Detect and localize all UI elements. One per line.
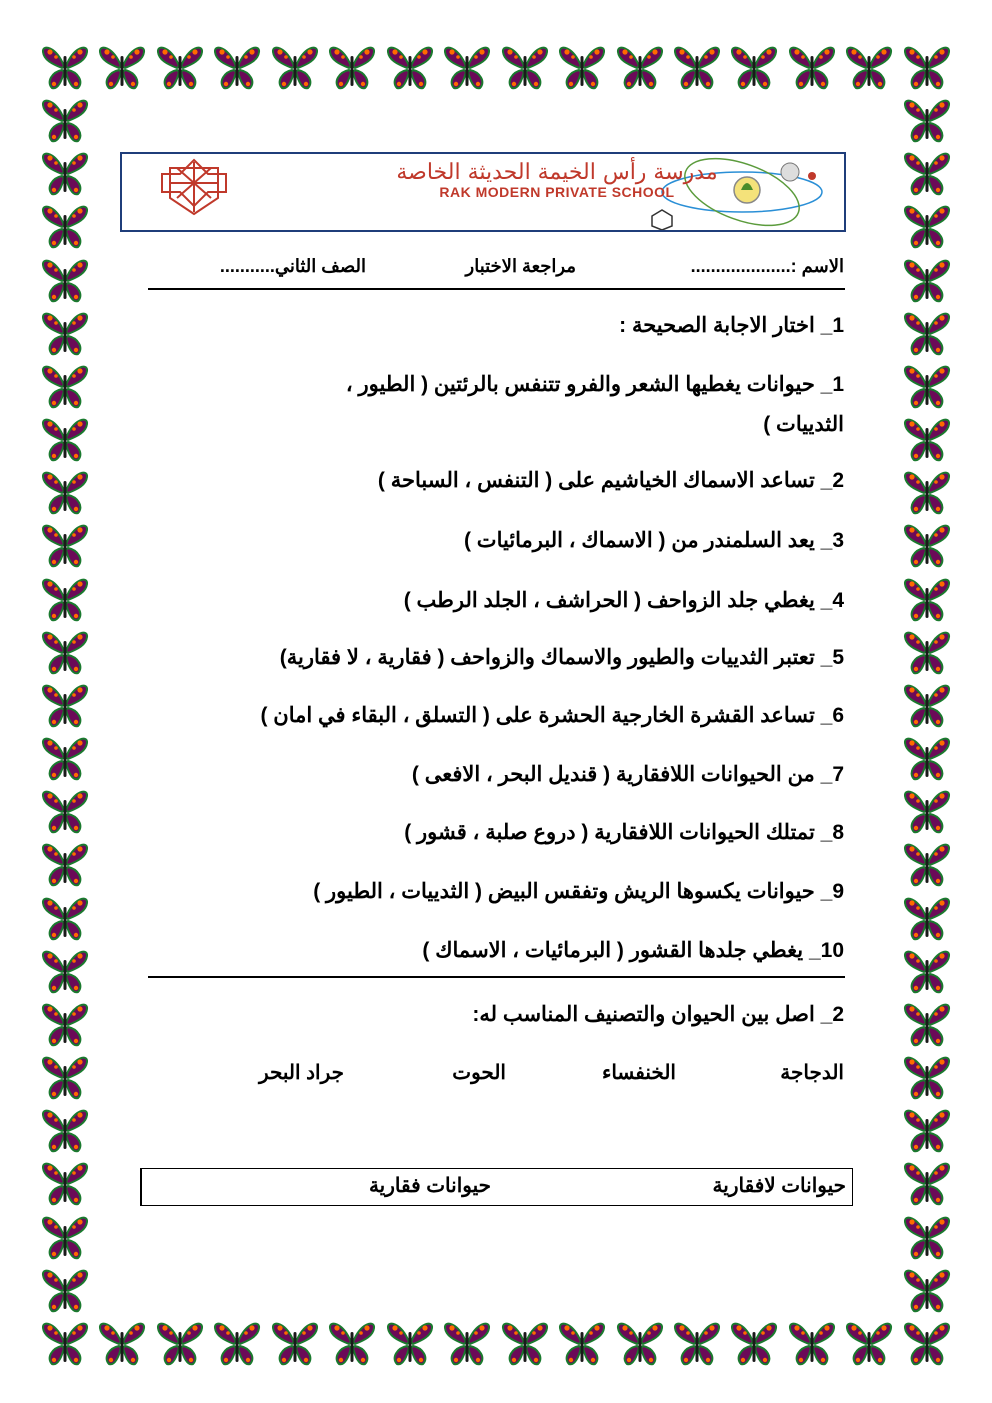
question-8: 8_ تمتلك الحيوانات اللافقارية ( دروع صلبة ، قشور ) [404, 821, 844, 844]
school-logo-banner [120, 152, 846, 232]
butterfly-icon [902, 574, 952, 624]
question-7: 7_ من الحيوانات اللافقارية ( قنديل البحر ، الافعى ) [411, 763, 844, 786]
table-header-vertebrates: حيوانات فقارية [141, 1169, 497, 1205]
question-9: 9_ حيوانات يكسوها الريش وتفقس البيض ( الثدييات ، الطيور ) [313, 880, 844, 903]
butterfly-icon [40, 1212, 90, 1262]
butterfly-icon [327, 1318, 377, 1368]
butterfly-icon [902, 467, 952, 517]
butterfly-icon [442, 1318, 492, 1368]
butterfly-icon [902, 946, 952, 996]
question-3: 3_ يعد السلمندر من ( الاسماك ، البرمائيات ) [463, 529, 844, 552]
butterfly-icon [40, 308, 90, 358]
butterfly-icon [729, 42, 779, 92]
butterfly-icon [97, 42, 147, 92]
butterfly-icon [902, 95, 952, 145]
divider [148, 976, 845, 978]
butterfly-icon [40, 893, 90, 943]
butterfly-icon [902, 1052, 952, 1102]
butterfly-icon [40, 999, 90, 1049]
border-top [40, 42, 952, 92]
butterfly-icon [40, 255, 90, 305]
butterfly-icon [902, 1265, 952, 1315]
butterfly-icon [902, 680, 952, 730]
question-5: 5_ تعتبر الثدييات والطيور والاسماك والزواحف ( فقارية ، لا فقارية) [279, 646, 844, 669]
butterfly-icon [902, 42, 952, 92]
table-header-invertebrates: حيوانات لافقارية [712, 1175, 846, 1197]
butterfly-icon [385, 1318, 435, 1368]
classification-table [140, 1168, 853, 1206]
butterfly-icon [40, 1052, 90, 1102]
butterfly-icon [40, 1265, 90, 1315]
butterfly-icon [40, 680, 90, 730]
butterfly-icon [787, 1318, 837, 1368]
animal-item: الخنفساء [601, 1062, 676, 1084]
butterfly-icon [902, 201, 952, 251]
butterfly-icon [902, 893, 952, 943]
question-1-line2: الثدييات ) [763, 413, 844, 436]
school-name-english: RAK MODERN PRIVATE SCHOOL [439, 184, 675, 200]
butterfly-icon [40, 733, 90, 783]
butterfly-icon [327, 42, 377, 92]
butterfly-icon [40, 361, 90, 411]
animal-item: الدجاجة [780, 1062, 844, 1084]
butterfly-icon [902, 627, 952, 677]
butterfly-icon [902, 786, 952, 836]
star-emblem-icon [162, 160, 226, 214]
butterfly-icon [902, 1318, 952, 1368]
butterfly-icon [902, 255, 952, 305]
border-right [902, 95, 952, 1315]
school-name-arabic: مدرسة رأس الخيمة الحديثة الخاصة [396, 160, 718, 185]
butterfly-icon [902, 1105, 952, 1155]
butterfly-icon [902, 733, 952, 783]
page-title: مراجعة الاختبار [465, 256, 576, 276]
butterfly-icon [40, 1105, 90, 1155]
butterfly-icon [672, 1318, 722, 1368]
question-10: 10_ يغطي جلدها القشور ( البرمائيات ، الاسماك ) [422, 939, 844, 962]
butterfly-icon [557, 42, 607, 92]
butterfly-icon [902, 999, 952, 1049]
butterfly-icon [40, 1318, 90, 1368]
butterfly-icon [40, 839, 90, 889]
butterfly-icon [500, 42, 550, 92]
butterfly-icon [40, 520, 90, 570]
section2-heading: 2_ اصل بين الحيوان والتصنيف المناسب له: [472, 1003, 844, 1026]
section1-heading: 1_ اختار الاجابة الصحيحة : [619, 314, 844, 337]
butterfly-icon [557, 1318, 607, 1368]
butterfly-icon [40, 786, 90, 836]
butterfly-icon [902, 361, 952, 411]
butterfly-icon [902, 520, 952, 570]
student-info-row [148, 250, 844, 282]
butterfly-icon [40, 201, 90, 251]
butterfly-icon [40, 946, 90, 996]
butterfly-icon [155, 1318, 205, 1368]
animal-item: الحوت [452, 1062, 506, 1084]
butterfly-icon [615, 42, 665, 92]
question-2: 2_ تساعد الاسماك الخياشيم على ( التنفس ، السباحة ) [377, 469, 844, 492]
butterfly-icon [672, 42, 722, 92]
butterfly-icon [442, 42, 492, 92]
butterfly-icon [902, 148, 952, 198]
butterfly-icon [902, 414, 952, 464]
butterfly-icon [212, 42, 262, 92]
student-name-field[interactable]: الاسم :.................... [690, 256, 844, 276]
animal-item: جراد البحر [258, 1062, 344, 1084]
butterfly-icon [40, 467, 90, 517]
butterfly-icon [787, 42, 837, 92]
border-bottom [40, 1318, 952, 1368]
butterfly-icon [40, 148, 90, 198]
question-6: 6_ تساعد القشرة الخارجية الحشرة على ( التسلق ، البقاء في امان ) [260, 704, 844, 727]
butterfly-icon [270, 42, 320, 92]
butterfly-icon [902, 308, 952, 358]
butterfly-icon [844, 42, 894, 92]
grade-field[interactable]: الصف الثاني........... [219, 256, 366, 276]
butterfly-icon [40, 627, 90, 677]
border-left [40, 95, 90, 1315]
butterfly-icon [902, 1158, 952, 1208]
butterfly-icon [97, 1318, 147, 1368]
butterfly-icon [385, 42, 435, 92]
butterfly-icon [729, 1318, 779, 1368]
butterfly-icon [40, 42, 90, 92]
butterfly-icon [270, 1318, 320, 1368]
question-4: 4_ يغطي جلد الزواحف ( الحراشف ، الجلد الرطب ) [403, 589, 844, 612]
butterfly-icon [40, 414, 90, 464]
butterfly-icon [902, 839, 952, 889]
butterfly-icon [902, 1212, 952, 1262]
butterfly-icon [500, 1318, 550, 1368]
butterfly-icon [40, 574, 90, 624]
butterfly-icon [844, 1318, 894, 1368]
butterfly-icon [40, 1158, 90, 1208]
butterfly-icon [615, 1318, 665, 1368]
butterfly-icon [40, 95, 90, 145]
question-1-line1: 1_ حيوانات يغطيها الشعر والفرو تتنفس بالرئتين ( الطيور ، [345, 373, 844, 396]
divider [148, 288, 845, 290]
butterfly-icon [155, 42, 205, 92]
butterfly-icon [212, 1318, 262, 1368]
